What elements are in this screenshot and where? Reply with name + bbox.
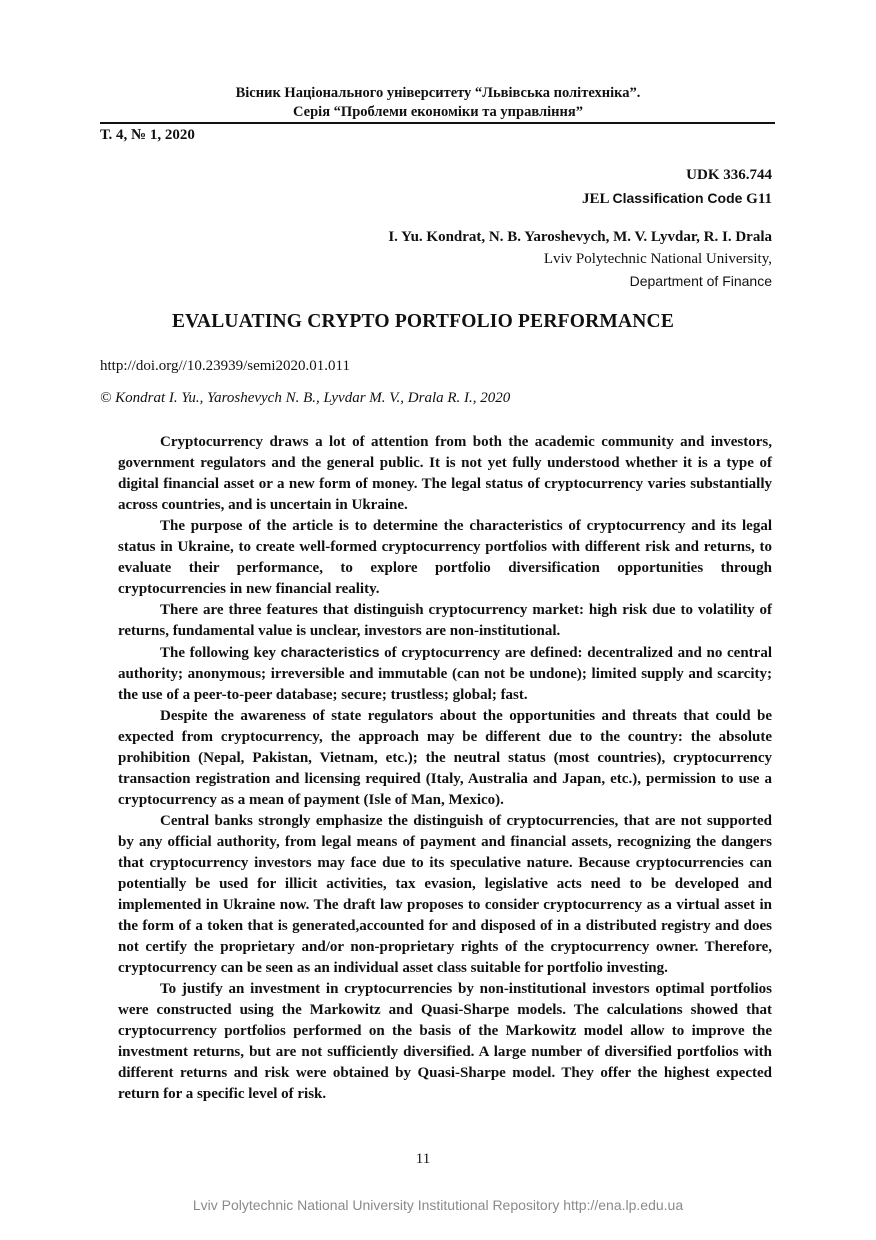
article-title: EVALUATING CRYPTO PORTFOLIO PERFORMANCE [171, 311, 675, 332]
journal-name: Вісник Національного університету “Львівська політехніка”. [235, 85, 641, 101]
journal-series: Серія “Проблеми економіки та управління” [293, 104, 583, 120]
text-fragment: of cryptocurrency are defined: decentralized and no central authority; anonymous; irreversible and immutable (can not be undone); limited supply and scarcity; the use of a peer-to-peer database; secure; trustless; global; fast. [118, 645, 773, 703]
journal-header [0, 84, 876, 122]
doi-link[interactable]: http://doi.org//10.23939/semi2020.01.011 [100, 358, 351, 374]
author-names: I. Yu. Kondrat, N. B. Yaroshevych, M. V. Lyvdar, R. I. Drala [388, 229, 772, 245]
author-affiliation: Lviv Polytechnic National University, [543, 251, 772, 267]
abstract-paragraph: Central banks strongly emphasize the distinguish of cryptocurrencies, that are not supported by any official authority, from legal means of payment and financial assets, recognizing the dangers that cryptocurrency investors may face due to its speculative nature. Because cryptocurrencies can potentially be used for illicit activities, tax evasion, legislative acts need to be developed and implemented in Ukraine now. The draft law proposes to consider cryptocurrency as a virtual asset in the form of a token that is generated,accounted for and disposed of in a distributed registry and does not certify the proprietary and/or non-proprietary rights of the cryptocurrency owner. Therefore, cryptocurrency can be seen as an individual asset class suitable for portfolio investing. [118, 813, 772, 976]
abstract-paragraph [118, 642, 772, 706]
abstract-paragraph: The purpose of the article is to determine the characteristics of cryptocurrency and its legal status in Ukraine, to create well-formed cryptocurrency portfolios with different risk and returns, to evaluate their performance, to explore portfolio diversification opportunities through cryptocurrencies in new financial reality. [118, 518, 772, 597]
abstract-paragraph: There are three features that distinguish cryptocurrency market: high risk due to volatility of returns, fundamental value is unclear, investors are non-institutional. [118, 602, 772, 639]
jel-label: Classification Code [612, 190, 743, 206]
jel-value: G11 [742, 191, 772, 207]
page-number: 11 [415, 1151, 431, 1167]
abstract-paragraph: Cryptocurrency draws a lot of attention from both the academic community and investors, government regulators and the general public. It is not yet fully understood whether it is a type of digital financial asset or a new form of money. The legal status of cryptocurrency varies substantially across countries, and is uncertain in Ukraine. [118, 434, 772, 513]
jel-prefix: JEL [582, 191, 613, 207]
volume-issue: Т. 4, № 1, 2020 [100, 127, 195, 143]
emphasized-word: characteristics [280, 644, 380, 660]
repository-footer: Lviv Polytechnic National University Institutional Repository http://ena.lp.edu.ua [192, 1197, 684, 1213]
classification-codes [582, 164, 772, 211]
udk-code: UDK 336.744 [686, 167, 772, 183]
header-rule [100, 122, 775, 124]
abstract [118, 432, 772, 1105]
copyright-notice: © Kondrat I. Yu., Yaroshevych N. B., Lyvdar M. V., Drala R. I., 2020 [100, 390, 511, 406]
abstract-paragraph: Despite the awareness of state regulators about the opportunities and threats that could be expected from cryptocurrency, the approach may be different due to the country: the absolute prohibition (Nepal, Pakistan, Vietnam, etc.); the neutral status (most countries), cryptocurrency transaction registration and licensing required (Italy, Australia and Japan, etc.), permission to use a cryptocurrency as a mean of payment (Isle of Man, Mexico). [118, 708, 772, 808]
author-block [388, 226, 772, 292]
text-fragment: The following key [160, 645, 281, 661]
author-department: Department of Finance [629, 273, 772, 289]
abstract-paragraph: To justify an investment in cryptocurrencies by non-institutional investors optimal portfolios were constructed using the Markowitz and Quasi-Sharpe models. The calculations showed that cryptocurrency portfolios performed on the basis of the Markowitz model allow to improve the investment returns, but are not sufficiently diversified. A large number of diversified portfolios with different returns and risk were obtained by Quasi-Sharpe model. They offer the highest expected return for a specific level of risk. [118, 981, 772, 1102]
jel-code [582, 187, 772, 211]
